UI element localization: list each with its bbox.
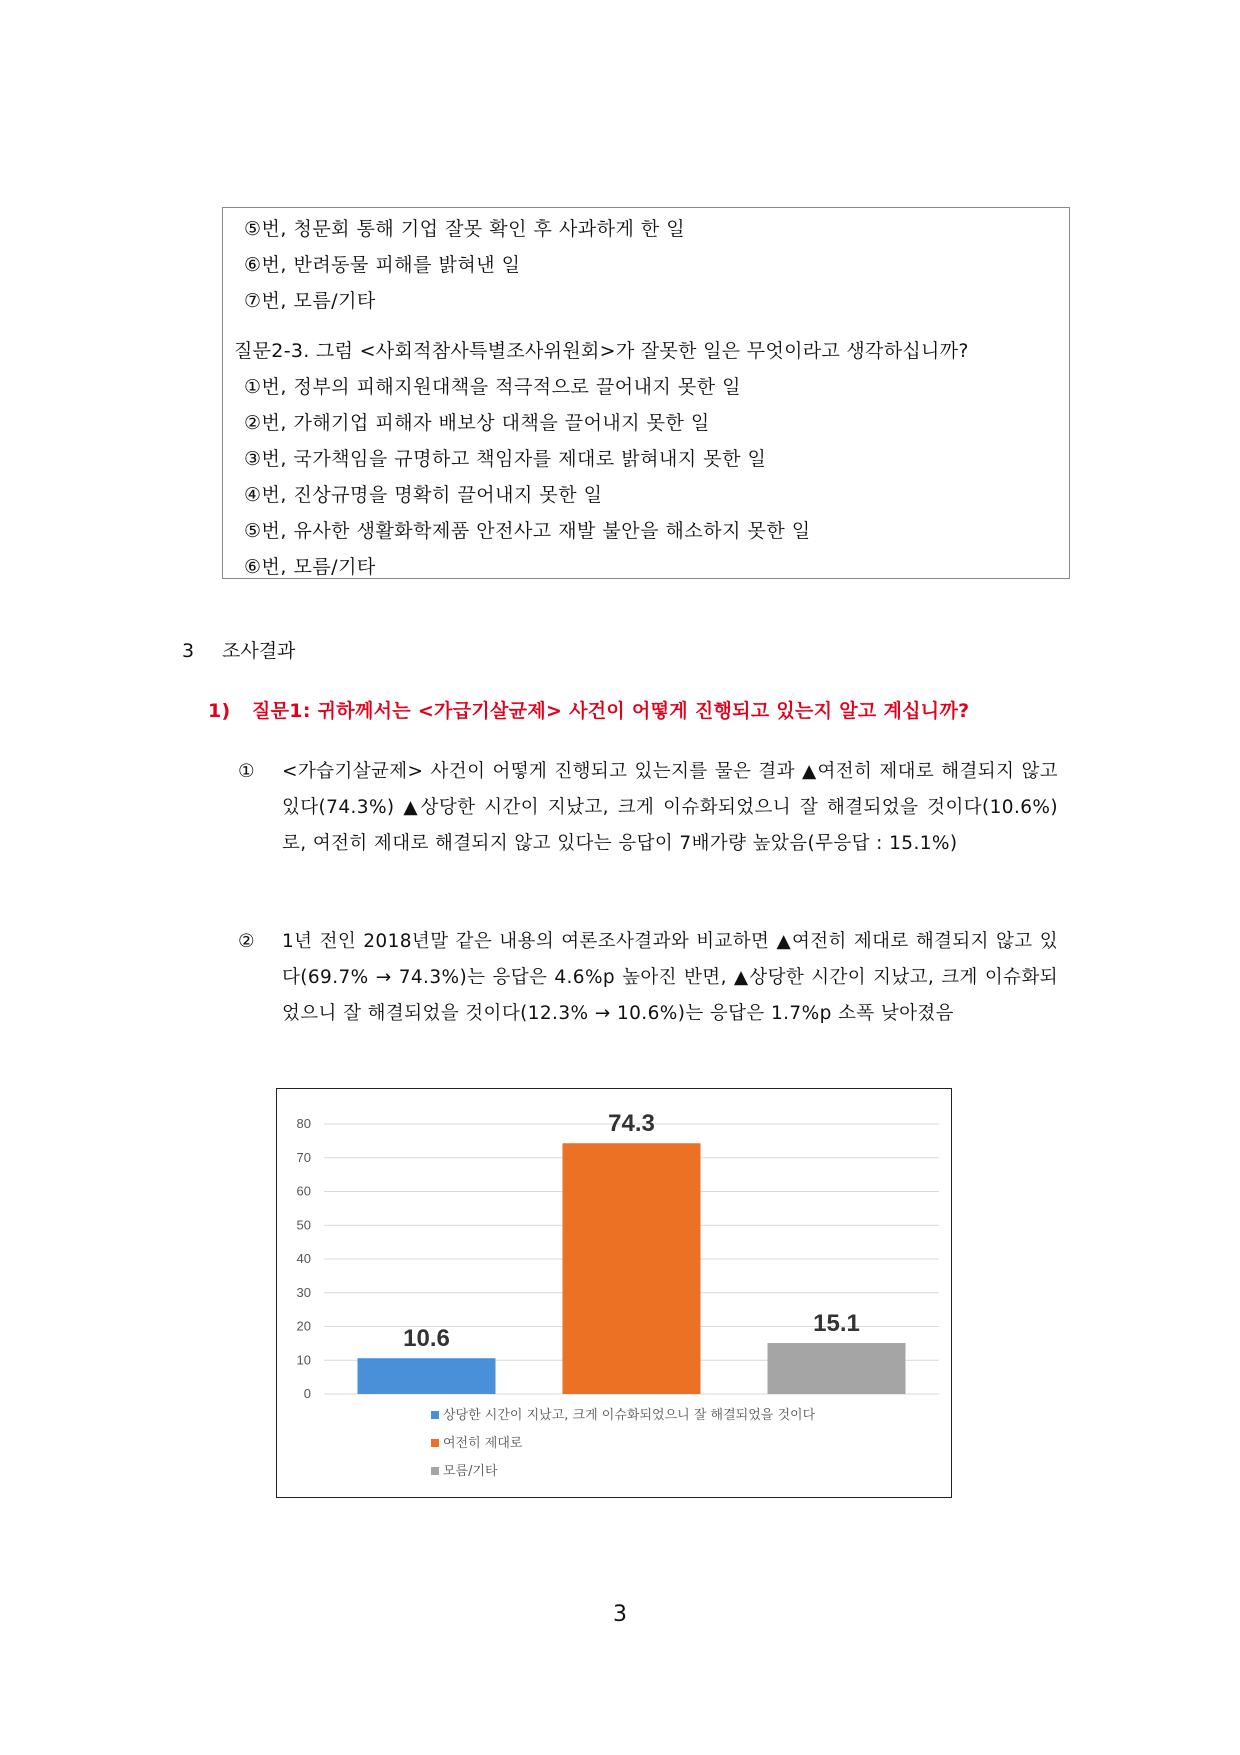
y-tick-label: 20 [296,1318,311,1334]
y-tick-label: 60 [296,1183,311,1199]
y-tick-label: 10 [296,1352,311,1368]
legend-label: 모름/기타 [443,1464,498,1479]
option-bottom-3: ③번, 국가책임을 규명하고 책임자를 제대로 밝혀내지 못한 일 [244,448,767,470]
data-label: 74.3 [608,1110,655,1138]
bar-chart-svg [277,1089,953,1499]
legend-swatch [431,1411,439,1419]
y-tick-label: 70 [296,1149,311,1165]
bar [358,1358,496,1394]
finding-1-marker: ① [238,761,255,782]
section-heading [182,636,295,663]
data-label: 15.1 [813,1310,860,1338]
question-2-3: 질문2-3. 그럼 <사회적참사특별조사위원회>가 잘못한 일은 무엇이라고 생각하십니까? [234,340,969,362]
bar-chart [276,1088,952,1498]
section-number: 3 [182,640,195,662]
page-number: 3 [613,1602,627,1627]
finding-1 [238,754,1058,862]
legend-swatch [431,1439,439,1447]
legend-label: 여전히 제대로 [443,1436,523,1451]
option-bottom-2: ②번, 가해기업 피해자 배보상 대책을 끌어내지 못한 일 [244,412,710,434]
option-bottom-5: ⑤번, 유사한 생활화학제품 안전사고 재발 불안을 해소하지 못한 일 [244,520,811,542]
option-top-7: ⑦번, 모름/기타 [244,290,376,312]
finding-2-text: 1년 전인 2018년말 같은 내용의 여론조사결과와 비교하면 ▲여전히 제대로 해결되지 않고 있다(69.7% → 74.3%)는 응답은 4.6%p 높아진 반면, ▲상당한 시간이 지났고, 크게 이슈화되었으니 잘 해결되었을 것이다(12.3% → 10.6%)는 응답은 1.7%p 소폭 낮아졌음 [282,931,1058,1024]
finding-2-marker: ② [238,931,255,952]
option-top-6: ⑥번, 반려동물 피해를 밝혀낸 일 [244,254,521,276]
finding-1-text: <가습기살균제> 사건이 어떻게 진행되고 있는지를 물은 결과 ▲여전히 제대로 해결되지 않고 있다(74.3%) ▲상당한 시간이 지났고, 크게 이슈화되었으니 잘 해결되었을 것이다(10.6%)로, 여전히 제대로 해결되지 않고 있다는 응답이 7배가량 높았음(무응답 : 15.1%) [282,761,1058,854]
y-tick-label: 30 [296,1284,311,1300]
question-1-heading [208,696,969,723]
finding-2 [238,924,1058,1032]
legend-label: 상당한 시간이 지났고, 크게 이슈화되었으니 잘 해결되었을 것이다 [443,1408,816,1423]
data-label: 10.6 [403,1325,450,1353]
option-bottom-4: ④번, 진상규명을 명확히 끌어내지 못한 일 [244,484,603,506]
question-1-number: 1) [208,700,231,722]
y-tick-label: 80 [296,1116,311,1131]
question-1-text: 질문1: 귀하께서는 <가급기살균제> 사건이 어떻게 진행되고 있는지 알고 계십니까? [252,700,970,722]
bar [563,1143,701,1394]
option-bottom-1: ①번, 정부의 피해지원대책을 적극적으로 끌어내지 못한 일 [244,376,741,398]
y-tick-label: 50 [296,1217,311,1233]
option-bottom-6: ⑥번, 모름/기타 [244,556,376,578]
section-title: 조사결과 [222,640,296,662]
legend-swatch [431,1467,439,1475]
y-tick-label: 0 [303,1386,311,1401]
y-tick-label: 40 [296,1251,311,1266]
bar [768,1343,906,1394]
option-top-5: ⑤번, 청문회 통해 기업 잘못 확인 후 사과하게 한 일 [244,218,686,240]
